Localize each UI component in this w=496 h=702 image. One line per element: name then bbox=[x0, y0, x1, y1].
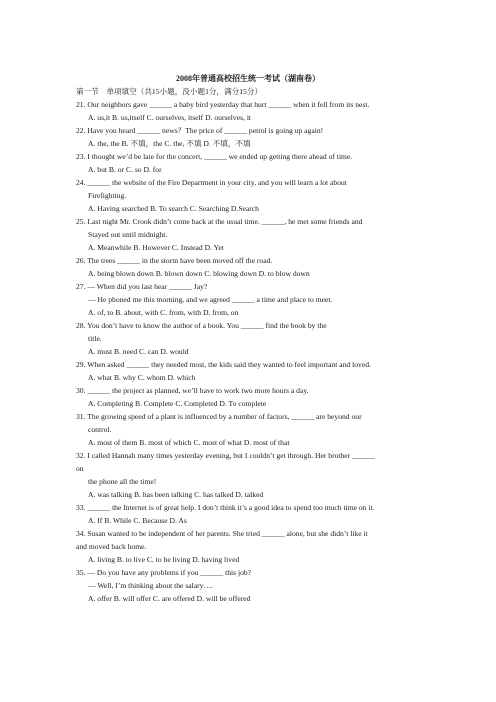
question-34-continued: and moved back home. bbox=[76, 542, 147, 551]
question-28-options: A. must B. need C. can D. would bbox=[88, 347, 189, 356]
question-24: 24. ______ the website of the Fire Department in your city, and you will learn a lot about bbox=[76, 178, 347, 187]
question-35-options: A. offer B. will offer C. are offered D. will be offered bbox=[88, 594, 251, 603]
question-27-continued: — He phoned me this morning, and we agreed ______ a time and place to meet. bbox=[88, 295, 333, 304]
question-32: 32. I called Hannah many times yesterday evening, but I couldn’t get through. Her brother ______ bbox=[76, 451, 375, 460]
question-29-options: A. what B. why C. whom D. which bbox=[88, 373, 196, 382]
exam-title: 2008年普通高校招生统一考试（湖南卷） bbox=[176, 74, 320, 83]
question-25: 25. Last night Mr. Crook didn’t come back at the usual time. ______, he met some friends and bbox=[76, 217, 363, 226]
question-33-options: A. If B. While C. Because D. As bbox=[88, 516, 187, 525]
question-30-options: A. Completing B. Complete C. Completed D. To complete bbox=[88, 399, 267, 408]
question-23-options: A. but B. or C. so D. for bbox=[88, 165, 162, 174]
question-32-continued-2: the phone all the time! bbox=[88, 477, 157, 486]
question-28: 28. You don’t have to know the author of a book. You ______ find the book by the bbox=[76, 321, 327, 330]
question-21-options: A. us,it B. us,itself C. ourselves, itself D. ourselves, it bbox=[88, 113, 252, 122]
question-31-continued: control. bbox=[88, 425, 112, 434]
question-35: 35. — Do you have any problems if you ______ this job? bbox=[76, 568, 252, 577]
question-31-options: A. most of them B. most of which C. most of what D. most of that bbox=[88, 438, 290, 447]
question-22-options: A. the, the B. 不填，the C. the, 不填 D. 不填，不填 bbox=[88, 139, 251, 148]
question-34-options: A. living B. to live C. to be living D. having lived bbox=[88, 555, 240, 564]
question-25-options: A. Meanwhile B. However C. Instead D. Yet bbox=[88, 243, 224, 252]
question-21: 21. Our neighbors gave ______ a baby bird yesterday that hurt ______ when it fell from its nest. bbox=[76, 100, 370, 109]
question-33: 33. ______ the Internet is of great help. I don’t think it’s a good idea to spend too much time on it. bbox=[76, 503, 375, 512]
question-32-continued: on bbox=[76, 464, 84, 473]
section-heading: 第一节 单项填空（共15小题，没小题1分，满分15分） bbox=[76, 87, 263, 96]
question-31: 31. The growing speed of a plant is influenced by a number of factors, ______ are beyond our bbox=[76, 412, 362, 421]
question-28-continued: title. bbox=[88, 334, 102, 343]
question-26-options: A. being blown down B. blown down C. blowing down D. to blow down bbox=[88, 269, 310, 278]
question-34: 34. Susan wanted to be independent of her parents. She tried ______ alone, but she didn’t like it bbox=[76, 529, 368, 538]
question-30: 30. ______ the project as planned, we’ll have to work two more hours a day. bbox=[76, 386, 309, 395]
question-24-options: A. Having searched B. To search C. Searching D.Search bbox=[88, 204, 259, 213]
question-24-continued: Firefighting. bbox=[88, 191, 127, 200]
question-22: 22. Have you heard ______ news？The price of ______ petrol is going up again! bbox=[76, 126, 324, 135]
question-27-options: A. of, to B. about, with C. from, with D. from, on bbox=[88, 308, 239, 317]
question-35-continued: — Well, I’m thinking about the salary…. bbox=[88, 581, 213, 590]
question-29: 29. When asked ______ they needed most, the kids said they wanted to feel important and loved. bbox=[76, 360, 371, 369]
question-32-options: A. was talking B. has been talking C. has talked D. talked bbox=[88, 490, 264, 499]
question-23: 23. I thought we’d be late for the concert, ______ we ended up getting there ahead of time. bbox=[76, 152, 353, 161]
question-25-continued: Stayed out until midnight. bbox=[88, 230, 168, 239]
question-27: 27. — When did you last hear ______ Jay? bbox=[76, 282, 208, 291]
question-26: 26. The trees ______ in the storm have been moved off the road. bbox=[76, 256, 273, 265]
